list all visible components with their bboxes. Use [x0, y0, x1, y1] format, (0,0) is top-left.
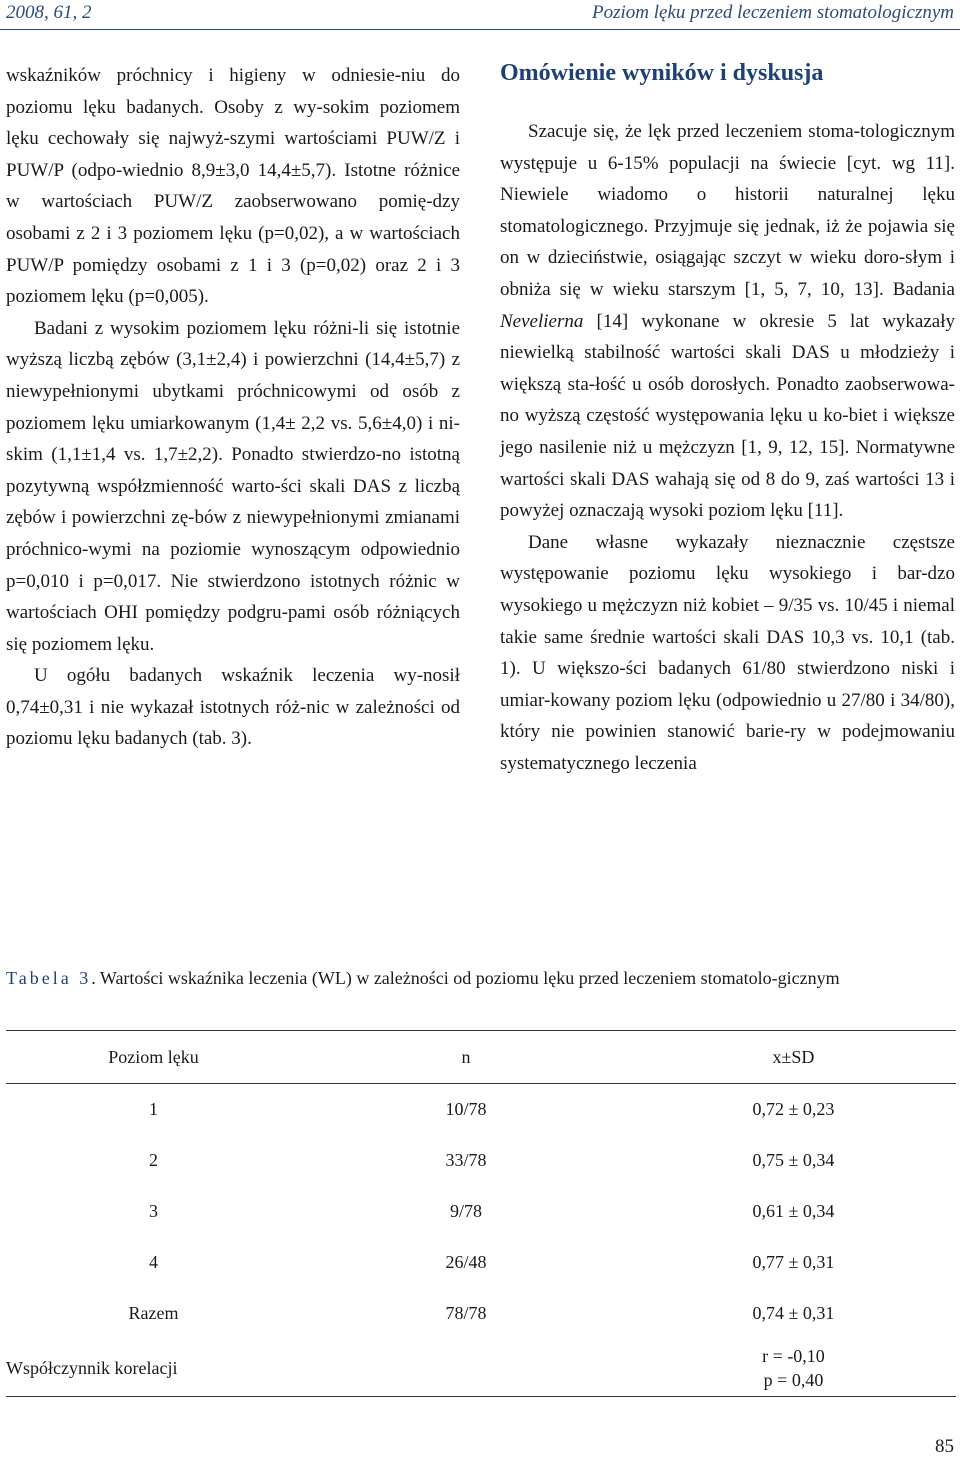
table-row — [6, 1084, 956, 1136]
cell-level: 4 — [149, 1252, 158, 1272]
table-row — [6, 1237, 956, 1288]
right-paragraph-1-part-a: Szacuje się, że lęk przed leczeniem stoma-tologicznym występuje u 6-15% populacji na świecie [cyt. wg 11]. Niewiele wiadomo o historii naturalnej lęku stomatologicznego. Przyjmuje się jednak, iż że pojawia się on w dzieciństwie, osiągając szczyt w wieku doro-słym i obniża się w wieku starszym [1, 5, 7, 10, 13]. Badania — [500, 121, 955, 300]
table-row-correlation — [6, 1339, 956, 1397]
cell-level: Razem — [128, 1303, 179, 1323]
cell-mean-sd: 0,72 ± 0,23 — [752, 1099, 835, 1119]
page-number: 85 — [935, 1436, 954, 1457]
header-cell-level: Poziom lęku — [6, 1031, 301, 1084]
header-cell-mean-sd: x±SD — [631, 1031, 956, 1084]
data-table — [6, 1030, 956, 1397]
left-column — [6, 60, 460, 755]
left-paragraph-2: Badani z wysokim poziomem lęku różni-li się istotnie wyższą liczbą zębów (3,1±2,4) i powierzchni (14,4±5,7) z niewypełnionymi ubytkami próchnicowymi od osób z poziomem lęku umiarkowanym (1,4± 2,2 vs. 5,6±4,0) i ni-skim (1,1±1,4 vs. 1,7±2,2). Ponadto stwierdzo-no istotną pozytywną współzmienność warto-ści skali DAS z liczbą zębów i powierzchni zę-bów z niewypełnionymi zmianami próchnico-wymi na poziomie wynoszącym odpowiednio p=0,010 i p=0,017. Nie stwierdzono istotnych różnic w wartościach OHI pomiędzy podgru-pami osób różniących się poziomem lęku. — [6, 317, 460, 655]
table-label: Tabela 3 — [6, 968, 92, 988]
right-paragraph-1-part-b: [14] wykonane w okresie 5 lat wykazały niewielką stabilność wartości skali DAS u młodzieży i większą sta-łość u osób dorosłych. Ponadto zaobserwowa-no wyższą częstość występowania lęku u ko-biet i większe jego nasilenie niż u mężczyzn [1, 9, 12, 15]. Normatywne wartości skali DAS wahają się od 8 do 9, zaś wartości 13 i powyżej oznaczają wysoki poziom lęku [11]. — [500, 310, 955, 522]
cell-mean-sd: 0,74 ± 0,31 — [752, 1303, 835, 1323]
cell-n: 9/78 — [449, 1201, 482, 1221]
cell-mean-sd: 0,61 ± 0,34 — [752, 1201, 835, 1221]
right-paragraph-2: Dane własne wykazały nieznacznie częstsze występowanie poziomu lęku wysokiego i bar-dzo wysokiego u mężczyzn niż kobiet – 9/35 vs. 10/45 i niemal takie same średnie wartości skali DAS 10,3 vs. 10,1 (tab. 1). U większo-ści badanych 61/80 stwierdzono niski i umiar-kowany poziom lęku (odpowiednio u 27/80 i 34/80), który nie powinien stanowić barie-ry w podejmowaniu systematycznego leczenia — [500, 531, 955, 774]
cell-mean-sd: 0,77 ± 0,31 — [752, 1252, 835, 1272]
table-caption — [6, 966, 956, 991]
table-row-total — [6, 1288, 956, 1339]
cell-empty — [301, 1339, 631, 1397]
cell-n: 33/78 — [445, 1150, 487, 1170]
cell-n: 78/78 — [445, 1303, 487, 1323]
running-header — [0, 0, 960, 30]
left-paragraph-3: U ogółu badanych wskaźnik leczenia wy-nosił 0,74±0,31 i nie wykazał istotnych róż-nic w zależności od poziomu lęku badanych (tab. 3). — [6, 665, 460, 750]
journal-volume: 2008, 61, 2 — [6, 2, 92, 23]
correlation-values — [631, 1339, 956, 1397]
correlation-r: r = -0,10 — [762, 1345, 825, 1366]
cell-level: 3 — [149, 1201, 158, 1221]
table-row — [6, 1135, 956, 1186]
header-rule — [0, 29, 960, 30]
left-paragraph-1: wskaźników próchnicy i higieny w odniesie-niu do poziomu lęku badanych. Osoby z wy-sokim poziomem lęku cechowały się najwyż-szymi wartościami PUW/Z i PUW/P (odpo-wiednio 8,9±3,0 14,4±5,7). Istotne różnice w wartościach PUW/Z zaobserwowano pomię-dzy osobami z 2 i 3 poziomem lęku (p=0,02), a w wartościach PUW/P pomiędzy osobami z 1 i 3 (p=0,02) oraz 2 i 3 poziomem lęku (p=0,005). — [6, 65, 460, 308]
author-name: Nevelierna — [500, 310, 584, 332]
table-header-row — [6, 1031, 956, 1084]
correlation-p: p = 0,40 — [763, 1369, 824, 1390]
cell-mean-sd: 0,75 ± 0,34 — [752, 1150, 835, 1170]
right-paragraph-1 — [500, 116, 955, 527]
right-column — [500, 58, 955, 779]
section-heading: Omówienie wyników i dyskusja — [500, 60, 824, 86]
cell-level: 2 — [149, 1150, 158, 1170]
cell-level: 1 — [149, 1099, 158, 1119]
running-title: Poziom lęku przed leczeniem stomatologicznym — [592, 2, 954, 23]
table-caption-text: . Wartości wskaźnika leczenia (WL) w zależności od poziomu lęku przed leczeniem stomatolo-gicznym — [91, 968, 840, 988]
cell-n: 10/78 — [445, 1099, 487, 1119]
cell-n: 26/48 — [445, 1252, 487, 1272]
correlation-label: Współczynnik korelacji — [6, 1339, 301, 1397]
table-row — [6, 1186, 956, 1237]
header-cell-n: n — [301, 1031, 631, 1084]
